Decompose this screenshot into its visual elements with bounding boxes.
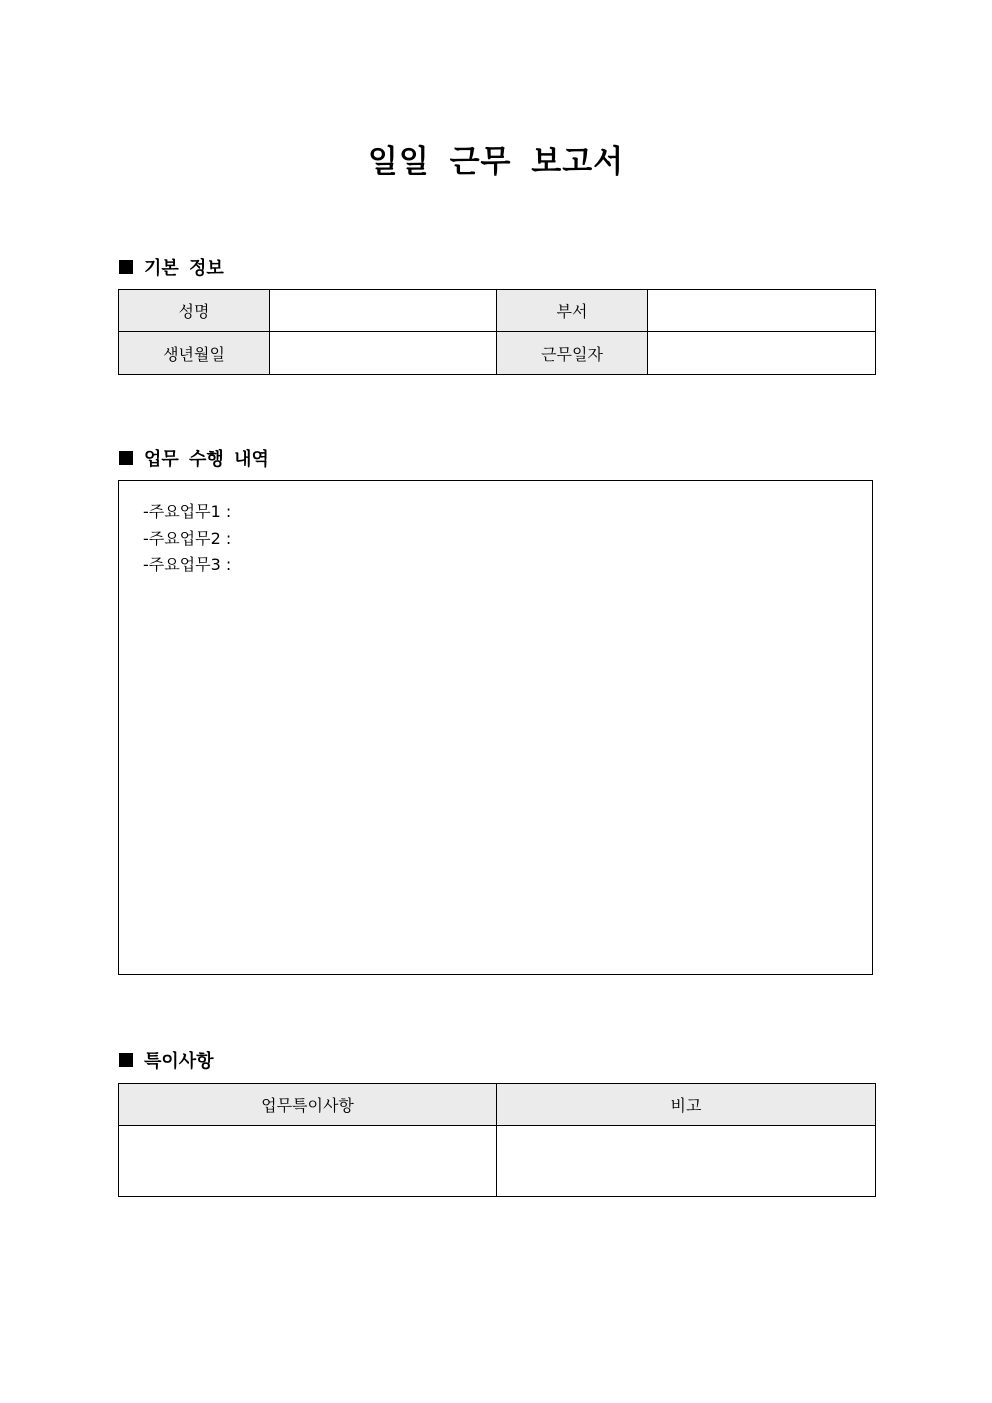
remarks-column-header: 비고 [497,1084,876,1126]
square-bullet-icon [119,260,133,274]
table-row [119,1126,876,1197]
work-line-3: -주요업무3 : [143,555,232,574]
square-bullet-icon [119,1053,133,1067]
work-lines [143,501,231,581]
department-label: 부서 [497,290,648,332]
basic-info-table [118,289,876,375]
work-details-box[interactable] [118,480,873,975]
square-bullet-icon [119,451,133,465]
section-heading-basic-info: 기본 정보 [144,258,224,279]
document-title: 일일 근무 보고서 [367,144,625,180]
work-date-label: 근무일자 [497,332,648,375]
notes-column-header: 업무특이사항 [119,1084,497,1126]
remarks-field[interactable] [497,1126,876,1197]
section-heading-work: 업무 수행 내역 [144,449,269,470]
section-notes [119,1047,214,1073]
name-field[interactable] [270,290,497,332]
table-row [119,1084,876,1126]
table-row [119,332,876,375]
section-heading-notes: 특이사항 [144,1051,214,1072]
work-line-1: -주요업무1 : [143,502,232,521]
table-row [119,290,876,332]
notes-field[interactable] [119,1126,497,1197]
section-basic-info [119,254,224,280]
work-date-field[interactable] [648,332,876,375]
department-field[interactable] [648,290,876,332]
notes-table [118,1083,876,1197]
work-line-2: -주요업무2 : [143,528,232,548]
name-label: 성명 [119,290,270,332]
section-work [119,445,269,471]
birthdate-label: 생년월일 [119,332,270,375]
birthdate-field[interactable] [270,332,497,375]
